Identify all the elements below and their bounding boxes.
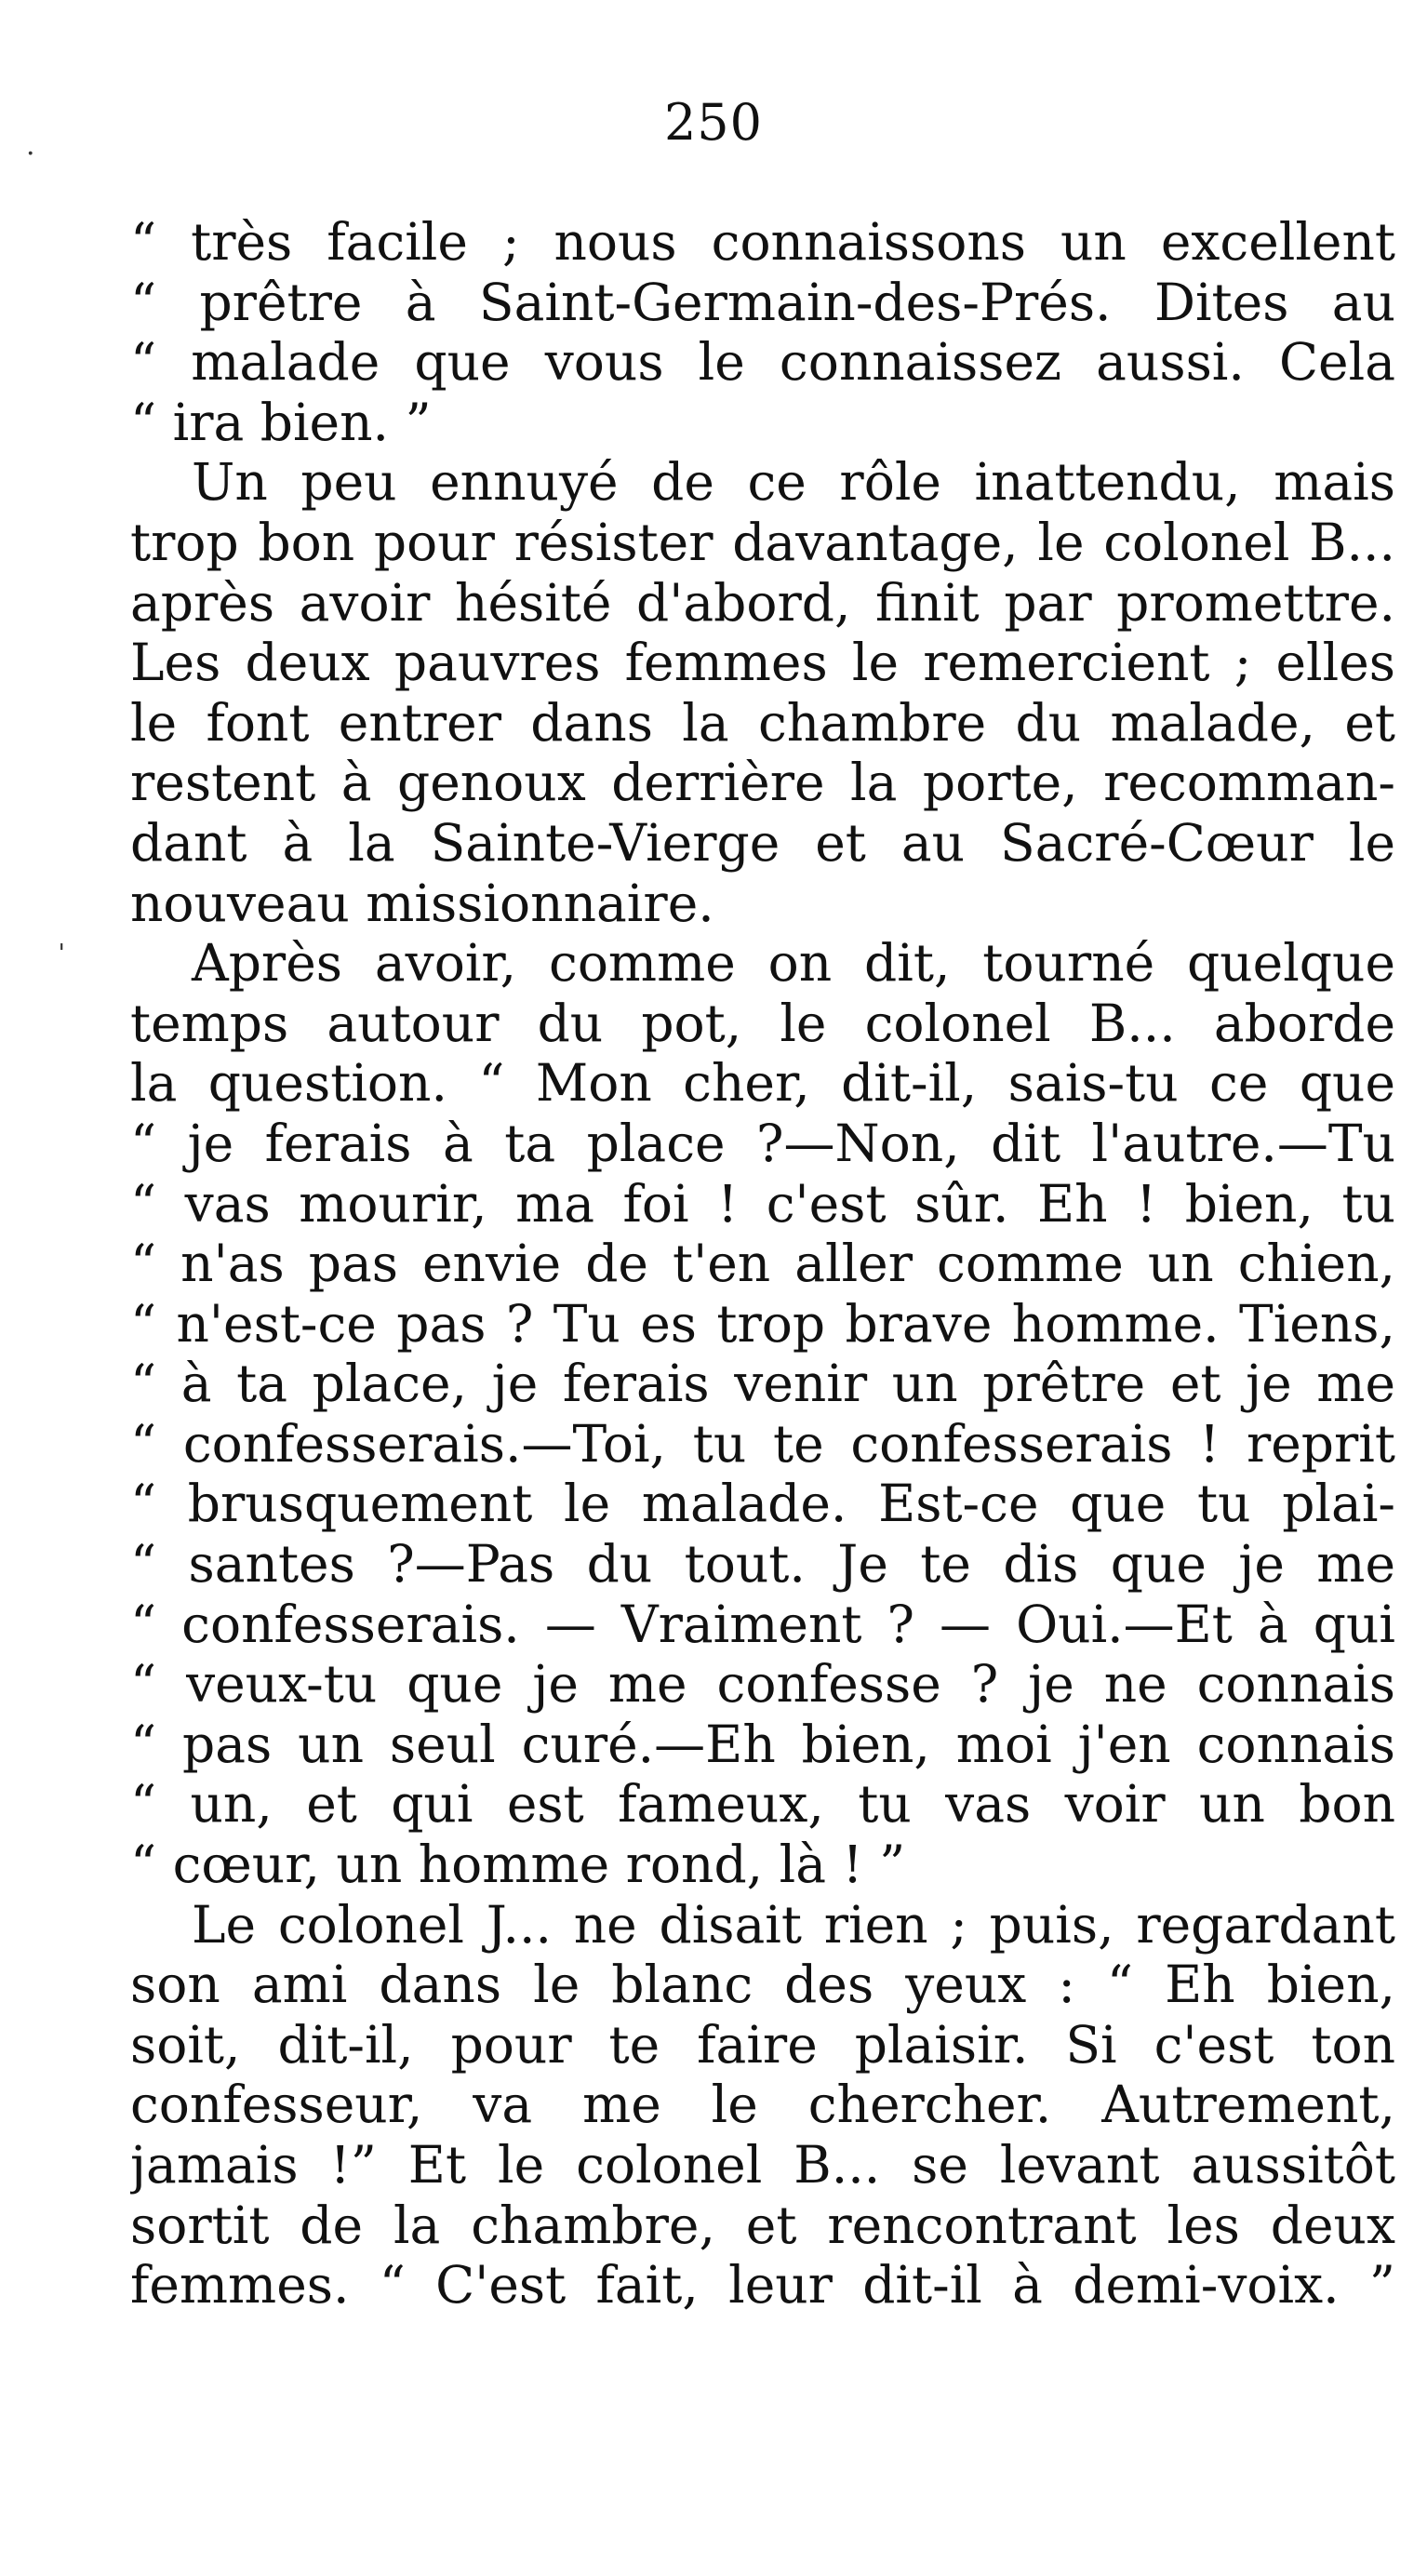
text-line: “ prêtre à Saint-Germain-des-Prés. Dites au: [130, 272, 1395, 332]
text-line: “ ira bien. ”: [130, 392, 432, 452]
text-line: “ confesserais.—Toi, tu te confesserais ! reprit: [130, 1413, 1395, 1474]
text-line: “ pas un seul curé.—Eh bien, moi j'en connais: [130, 1714, 1395, 1774]
text-line: jamais !” Et le colonel B... se levant aussitôt: [130, 2135, 1395, 2195]
text-line: Le colonel J... ne disait rien ; puis, regardant: [192, 1894, 1395, 1955]
margin-speck: ·: [26, 138, 35, 170]
text-line: temps autour du pot, le colonel B... aborde: [130, 993, 1395, 1053]
text-line: “ vas mourir, ma foi ! c'est sûr. Eh ! bien, tu: [130, 1173, 1395, 1234]
text-line: “ un, et qui est fameux, tu vas voir un bon: [130, 1774, 1395, 1835]
text-line: “ n'as pas envie de t'en aller comme un chien,: [130, 1234, 1395, 1294]
text-line: “ veux-tu que je me confesse ? je ne connais: [130, 1654, 1395, 1715]
text-line: après avoir hésité d'abord, finit par promettre.: [130, 572, 1395, 633]
text-line: Les deux pauvres femmes le remercient ; elles: [130, 633, 1395, 693]
text-line: trop bon pour résister davantage, le colonel B...: [130, 512, 1395, 572]
text-line: “ n'est-ce pas ? Tu es trop brave homme. Tiens,: [130, 1293, 1395, 1354]
text-line: dant à la Sainte-Vierge et au Sacré-Cœur le: [130, 812, 1395, 873]
text-line: “ je ferais à ta place ?—Non, dit l'autre.—Tu: [130, 1113, 1395, 1173]
text-line: “ brusquement le malade. Est-ce que tu plai-: [130, 1474, 1395, 1534]
text-line: confesseur, va me le chercher. Autrement,: [130, 2075, 1395, 2135]
body-text: [130, 212, 1395, 2316]
text-line: “ santes ?—Pas du tout. Je te dis que je me: [130, 1534, 1395, 1595]
text-line: “ très facile ; nous connaissons un excellent: [130, 212, 1395, 272]
text-line: le font entrer dans la chambre du malade, et: [130, 692, 1395, 753]
page-number: 250: [663, 93, 764, 152]
text-line: son ami dans le blanc des yeux : “ Eh bien,: [130, 1955, 1395, 2015]
text-line: “ à ta place, je ferais venir un prêtre et je me: [130, 1354, 1395, 1414]
text-line: “ malade que vous le connaissez aussi. Cela: [130, 332, 1395, 393]
text-line: restent à genoux derrière la porte, recomman-: [130, 753, 1395, 813]
text-line: Après avoir, comme on dit, tourné quelque: [192, 933, 1395, 994]
margin-tick: ˈ: [58, 940, 66, 972]
text-line: soit, dit-il, pour te faire plaisir. Si c'est ton: [130, 2014, 1395, 2075]
text-line: la question. “ Mon cher, dit-il, sais-tu ce que: [130, 1053, 1395, 1114]
text-line: femmes. “ C'est fait, leur dit-il à demi-voix. ”: [130, 2255, 1395, 2316]
text-line: sortit de la chambre, et rencontrant les deux: [130, 2195, 1395, 2255]
text-line: “ confesserais. — Vraiment ? — Oui.—Et à qui: [130, 1594, 1395, 1654]
text-line: “ cœur, un homme rond, là ! ”: [130, 1835, 906, 1895]
text-line: Un peu ennuyé de ce rôle inattendu, mais: [192, 452, 1395, 513]
text-line: nouveau missionnaire.: [130, 873, 714, 933]
